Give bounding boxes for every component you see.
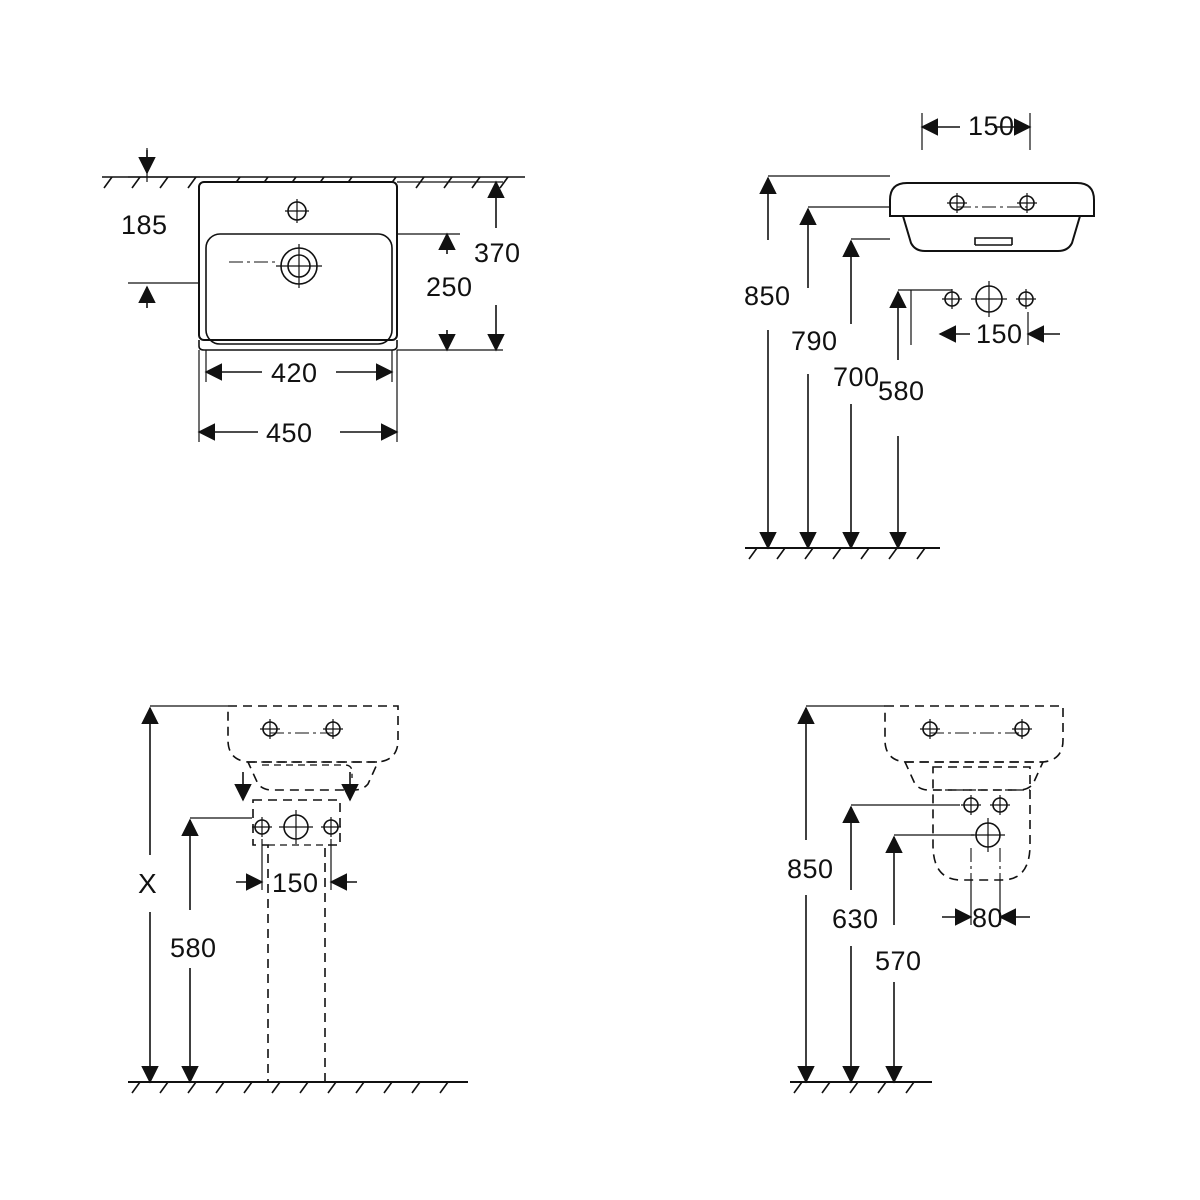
dim-850-semi: 850 (787, 854, 834, 884)
dim-450: 450 (266, 418, 313, 448)
semi-pedestal-view-group (787, 706, 1063, 1093)
dim-850: 850 (744, 281, 791, 311)
side-view-group (744, 111, 1094, 559)
dim-630: 630 (832, 904, 879, 934)
dim-185: 185 (121, 210, 168, 240)
dim-700: 700 (833, 362, 880, 392)
dim-420: 420 (271, 358, 318, 388)
dim-x: X (138, 868, 157, 899)
front-view-group (102, 148, 525, 448)
dim-250: 250 (426, 272, 473, 302)
dim-580-side: 580 (878, 376, 925, 406)
dim-80: 80 (972, 903, 1004, 933)
dim-790: 790 (791, 326, 838, 356)
pedestal-view-group (128, 706, 468, 1093)
dim-570: 570 (875, 946, 922, 976)
dim-150-lower: 150 (976, 319, 1023, 349)
dim-370: 370 (474, 238, 521, 268)
dim-150-top: 150 (968, 111, 1015, 141)
dim-580-pedestal: 580 (170, 933, 217, 963)
dim-150-pedestal: 150 (272, 868, 319, 898)
